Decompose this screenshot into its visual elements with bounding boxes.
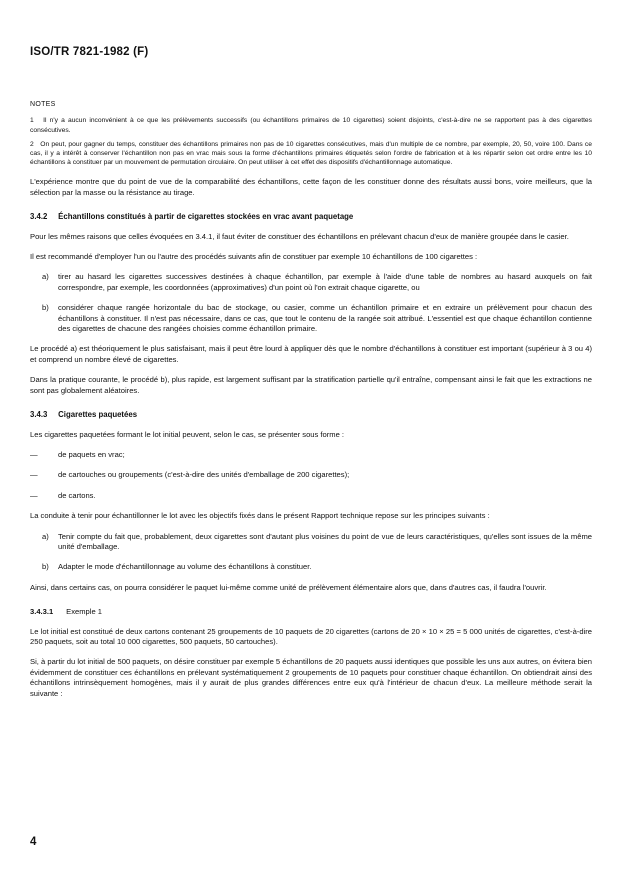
paragraph-experience: L'expérience montre que du point de vue de la comparabilité des échantillons, cette façon de les constituer donne des résultats aussi bons, voire meilleurs, que la sélection par la masse ou la résistance au tirage. (30, 177, 592, 197)
dash-text: de cartouches ou groupements (c'est-à-dire des unités d'emballage de 200 cigarettes); (58, 470, 350, 480)
page-number: 4 (30, 836, 37, 848)
list-text: Adapter le mode d'échantillonnage au volume des échantillons à constituer. (58, 562, 312, 572)
section-title: Échantillons constitués à partir de cigarettes stockées en vrac avant paquetage (58, 212, 354, 222)
list-marker: b) (42, 303, 49, 313)
note-number: 2 (30, 140, 34, 148)
note-text: On peut, pour gagner du temps, constituer des échantillons primaires non pas de 10 cigarettes consécutives, mais d'un multiple de ce nombre, par exemple, 20, 50, voire 100. Dans ce cas, il y a intérêt à conserver l'échantillon non pas en vrac mais sous la forme d'échantillons primaires étiquetés selon l'ordre de fabrication et à les répartir selon cet ordre entre les 10 échantillons à constituer par un mouvement de permutation circulaire. On peut utiliser à cet effet des dispositifs d'échantillonnage automatique. (30, 140, 592, 167)
paragraph: Il est recommandé d'employer l'un ou l'autre des procédés suivants afin de constituer par exemple 10 échantillons de 100 cigarettes : (30, 252, 478, 262)
paragraph: Les cigarettes paquetées formant le lot initial peuvent, selon le cas, se présenter sous forme : (30, 429, 345, 439)
list-marker: a) (42, 531, 49, 541)
page-content (30, 100, 592, 709)
list-item-b (30, 562, 592, 572)
paragraph: La conduite à tenir pour échantillonner le lot avec les objectifs fixés dans le présent Rapport technique repose sur les principes suivants : (30, 511, 490, 521)
dash-item (30, 491, 592, 501)
list-text: considérer chaque rangée horizontale du bac de stockage, ou casier, comme un échantillon primaire et en extraire un prélèvement pour chacun des échantillons à constituer. Il n'est pas nécessaire, dans ce cas, que tout le contenu de la rangée soit attribué. L'essentiel est que chaque échantillon contienne des cigarettes de chacune des rangées choisies comme échantillon primaire. (58, 303, 592, 334)
section-heading-3-4-2 (30, 212, 592, 222)
paragraph: Ainsi, dans certains cas, on pourra considérer le paquet lui-même comme unité de prélèvement élémentaire alors que, dans d'autres cas, il faudra l'ouvrir. (30, 582, 547, 592)
list-marker: b) (42, 562, 49, 572)
dash-text: de paquets en vrac; (58, 449, 125, 459)
dash-marker: — (30, 490, 38, 500)
paragraph: Le procédé a) est théoriquement le plus satisfaisant, mais il peut être lourd à appliquer dès que le nombre d'échantillons à constituer est important (supérieur à 3 ou 4) et comprend un nombre élevé de cigarettes. (30, 344, 592, 364)
dash-marker: — (30, 449, 38, 459)
section-title: Cigarettes paquetées (58, 410, 138, 420)
list-item-a (30, 272, 592, 293)
paragraph: Si, à partir du lot initial de 500 paquets, on désire constituer par exemple 5 échantillons de 20 paquets aussi identiques que possible les uns aux autres, on évitera bien évidemment de constituer ces échantillons en prélevant systématiquement 2 groupements de 10 paquets pour constituer chaque échantillon. On obtiendrait ainsi des échantillons intrinsèquement homogènes, mais il y aurait de plus grandes différences entre eux qu'à l'intérieur de chacun d'eux. La meilleure méthode serait la suivante : (30, 657, 592, 698)
note-1 (30, 116, 592, 134)
list-marker: a) (42, 272, 49, 282)
section-number: 3.4.3.1 (30, 607, 54, 617)
section-heading-3-4-3 (30, 410, 592, 420)
dash-text: de cartons. (58, 490, 96, 500)
paragraph: Pour les mêmes raisons que celles évoquées en 3.4.1, il faut éviter de constituer des échantillons en prélevant chacun d'eux de manière groupée dans le casier. (30, 231, 569, 241)
paragraph: Dans la pratique courante, le procédé b), plus rapide, est largement suffisant par la stratification partielle qu'il entraîne, compensant ainsi le fait que les extractions ne sont pas globalement aléatoires. (30, 375, 592, 395)
section-number: 3.4.2 (30, 212, 48, 222)
document-header: ISO/TR 7821-1982 (F) (30, 46, 149, 58)
dash-marker: — (30, 470, 38, 480)
note-text: Il n'y a aucun inconvénient à ce que les prélèvements successifs (ou échantillons primaires de 10 cigarettes) soient disjoints, c'est-à-dire ne se rapportent pas à des cigarettes consécutives. (30, 117, 592, 134)
section-title: Exemple 1 (66, 607, 103, 617)
paragraph: Le lot initial est constitué de deux cartons contenant 25 groupements de 10 paquets de 20 cigarettes (cartons de 20 × 10 × 25 = 5 000 unités de cigarettes, c'est-à-dire 250 paquets, soit au total 10 000 cigarettes, 500 paquets, 50 cartouches). (30, 626, 592, 646)
dash-item (30, 450, 592, 460)
dash-item (30, 470, 592, 480)
note-2 (30, 140, 592, 168)
list-item-a (30, 532, 592, 553)
notes-title: NOTES (30, 101, 56, 108)
list-item-b (30, 303, 592, 334)
section-number: 3.4.3 (30, 410, 48, 420)
list-text: Tenir compte du fait que, probablement, deux cigarettes sont d'autant plus voisines du point de vue de leurs caractéristiques, qu'elles sont issues de la même unité d'emballage. (58, 531, 592, 551)
note-number: 1 (30, 117, 34, 125)
list-text: tirer au hasard les cigarettes successives destinées à chaque échantillon, par exemple à l'aide d'une table de nombres au hasard auxquels on fait correspondre, par exemple, les coordonnées (approximatives) d'un point où l'on extrait chaque cigarette, ou (58, 272, 592, 292)
section-heading-3-4-3-1 (30, 607, 592, 617)
